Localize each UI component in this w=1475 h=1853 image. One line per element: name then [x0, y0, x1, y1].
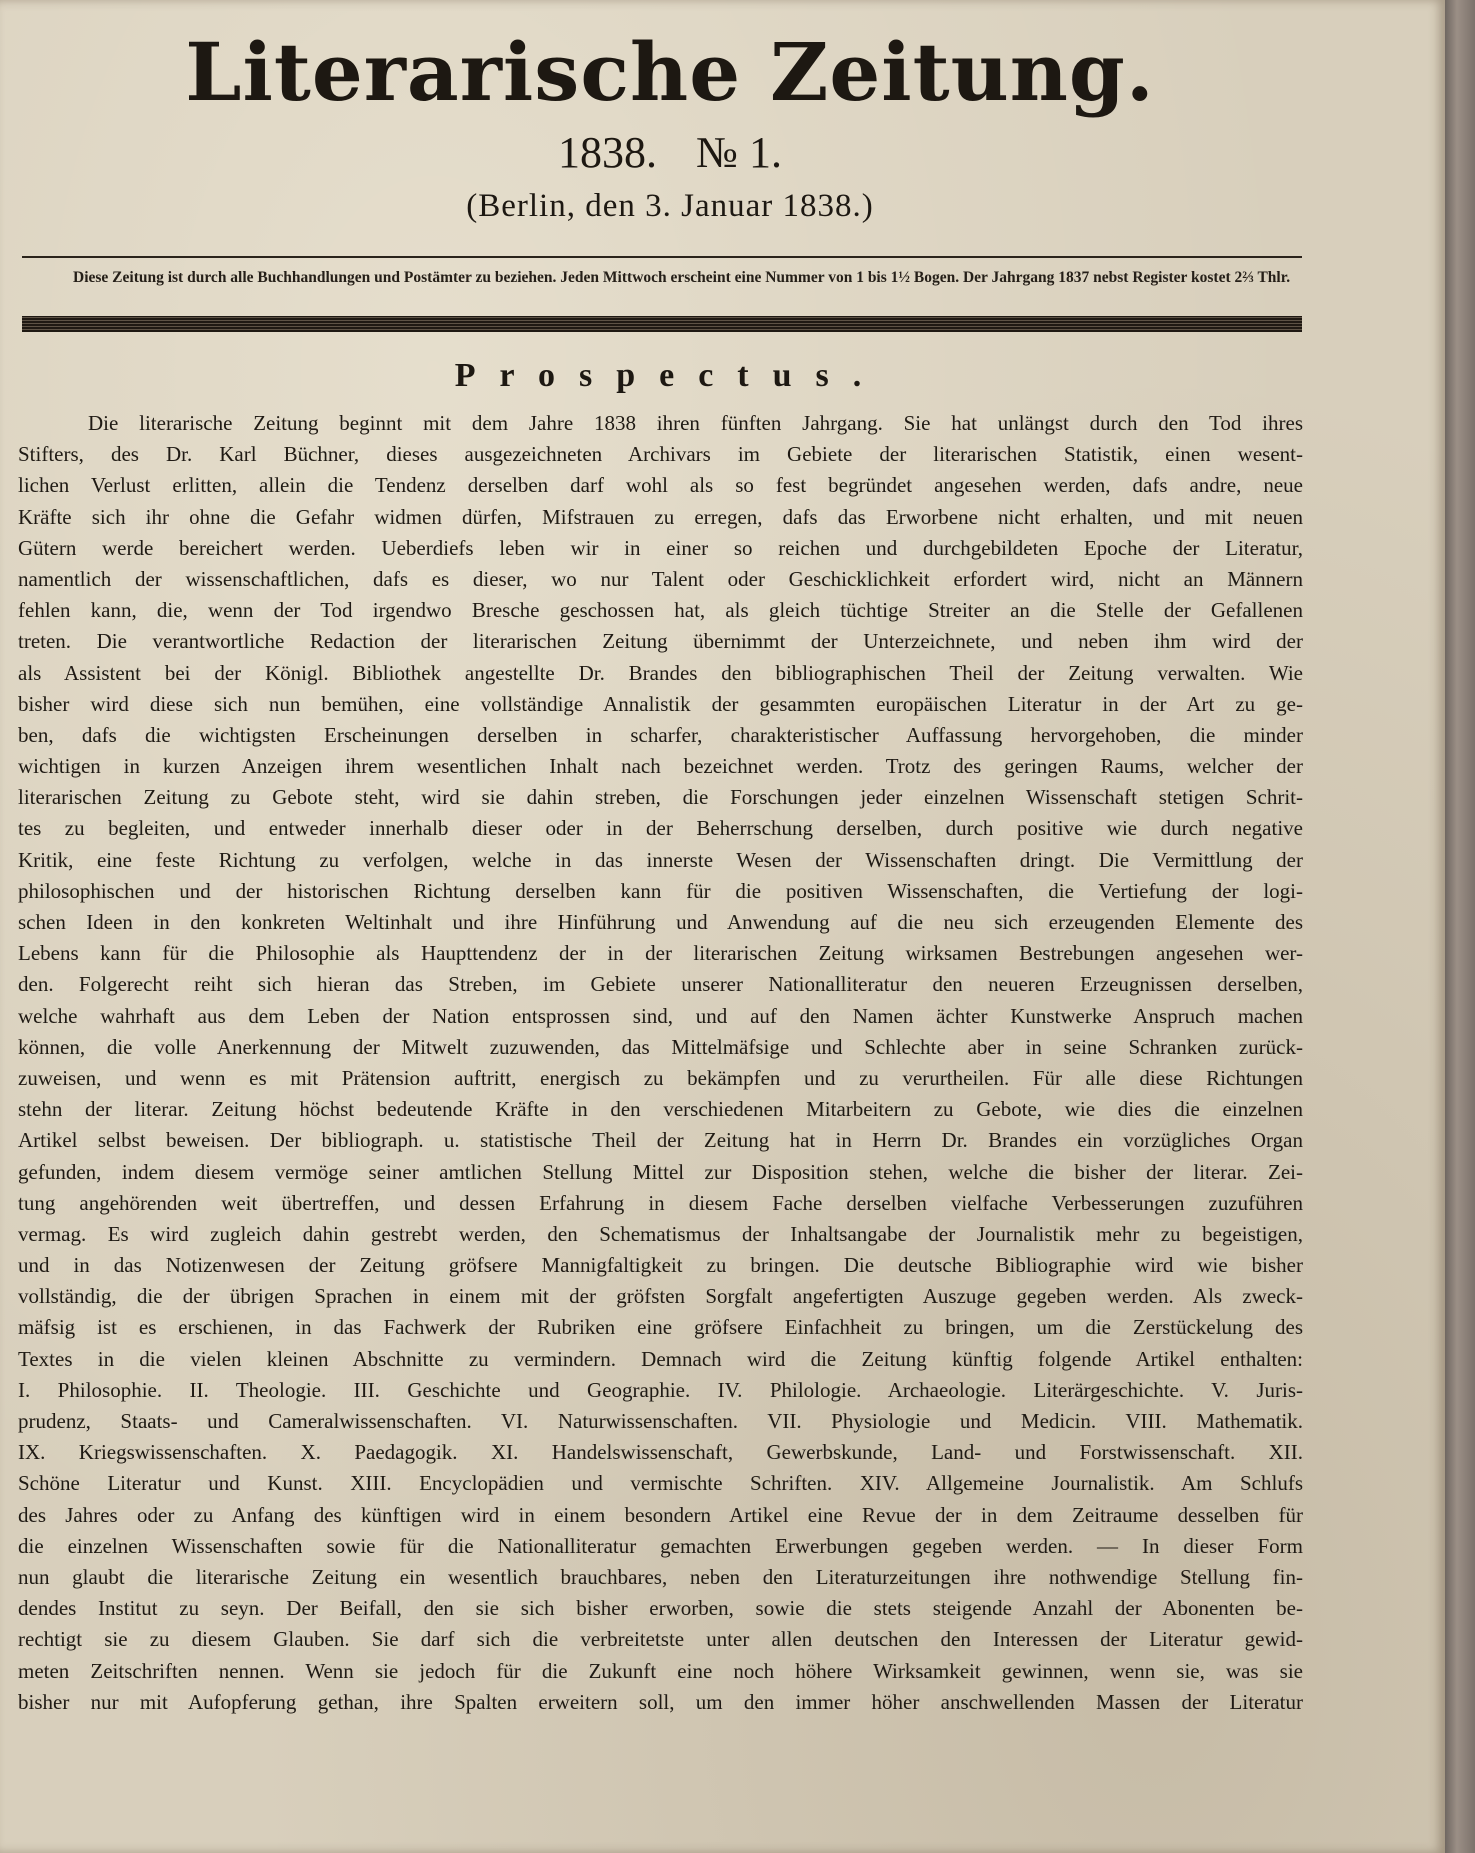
- issue-line: [20, 125, 1320, 181]
- text-line: Gütern werde bereichert werden. Ueberdiefs leben wir in einer so reichen und durchgebildeten Epoche der Literatur,: [18, 535, 1303, 560]
- issue-year: 1838.: [558, 128, 657, 177]
- text-line: literarischen Zeitung zu Gebote steht, wird sie dahin streben, die Forschungen jeder einzelnen Wissenschaft stetigen Schrit-: [18, 785, 1303, 810]
- text-line: meten Zeitschriften nennen. Wenn sie jedoch für die Zukunft eine noch höhere Wirksamkeit gewinnen, wenn sie, was sie: [18, 1658, 1303, 1683]
- text-line: nun glaubt die literarische Zeitung ein wesentlich brauchbares, neben den Literaturzeitungen ihre nothwendige Stellung fin-: [18, 1564, 1303, 1589]
- text-line: zuweisen, und wenn es mit Prätension auftritt, energisch zu bekämpfen und zu verurtheilen. Für alle diese Richtungen: [18, 1065, 1303, 1090]
- binding-spine: [1445, 0, 1475, 1853]
- text-line: gefunden, indem diesem vermöge seiner amtlichen Stellung Mittel zur Disposition stehen, welche die bisher der literar. Zei-: [18, 1159, 1303, 1184]
- prospectus-body: [18, 408, 1303, 1718]
- text-line: schen Ideen in den konkreten Weltinhalt und ihre Hinführung und Anwendung auf die neu sich erzeugenden Elemente des: [18, 910, 1303, 934]
- text-line: bisher wird diese sich nun bemühen, eine vollständige Annalistik der gesammten europäischen Literatur in der Art zu ge-: [18, 691, 1303, 716]
- text-line: vollständig, die der übrigen Sprachen in einem mit der gröfsten Sorgfalt angefertigten Auszuge gegeben werden. Als zweck-: [18, 1284, 1303, 1309]
- masthead-title: Literarische Zeitung.: [185, 25, 1155, 119]
- text-line: I. Philosophie. II. Theologie. III. Geschichte und Geographie. IV. Philologie. Archaeologie. Literärgeschichte. V. Juris-: [18, 1377, 1303, 1402]
- text-line: wichtigen in kurzen Anzeigen ihrem wesentlichen Inhalt nach bezeichnet werden. Trotz des geringen Raums, welcher der: [18, 754, 1303, 779]
- text-line: mäfsig ist es erschienen, in das Fachwerk der Rubriken eine gröfsere Einfachheit zu bringen, um die Zerstückelung des: [18, 1315, 1303, 1340]
- text-line: Kräfte sich ihr ohne die Gefahr widmen dürfen, Mifstrauen zu erregen, dafs das Erworbene nicht erhalten, und mit neuen: [18, 504, 1303, 529]
- text-line: philosophischen und der historischen Richtung derselben kann für die positiven Wissenschaften, die Vertiefung der logi-: [18, 878, 1303, 903]
- text-line: den. Folgerecht reiht sich hieran das Streben, im Gebiete unserer Nationalliteratur den neueren Erzeugnissen derselben,: [18, 972, 1303, 997]
- text-line: können, die volle Anerkennung der Mitwelt zuzuwenden, das Mittelmäfsige und Schlechte aber in seine Schranken zurück-: [18, 1034, 1303, 1059]
- text-line: und in das Notizenwesen der Zeitung gröfsere Mannigfaltigkeit zu bringen. Die deutsche Bibliographie wird wie bisher: [18, 1253, 1303, 1278]
- text-line: Stifters, des Dr. Karl Büchner, dieses ausgezeichneten Archivars im Gebiete der literarischen Statistik, einen wesent-: [18, 442, 1303, 467]
- text-line: Lebens kann für die Philosophie als Haupttendenz der in der literarischen Zeitung wirksamen Bestrebungen angesehen wer-: [18, 941, 1303, 966]
- text-line: bisher nur mit Aufopferung gethan, ihre Spalten erweitern soll, um den immer höher anschwellenden Massen der Literatur: [18, 1689, 1303, 1714]
- text-line: welche wahrhaft aus dem Leben der Nation entsprossen sind, und auf den Namen ächter Kunstwerke Anspruch machen: [18, 1003, 1303, 1028]
- text-line: des Jahres oder zu Anfang des künftigen wird in einem besondern Artikel eine Revue der in dem Zeitraume desselben für: [18, 1502, 1303, 1527]
- text-line: prudenz, Staats- und Cameralwissenschaften. VI. Naturwissenschaften. VII. Physiologie und Medicin. VIII. Mathematik.: [18, 1409, 1303, 1433]
- text-line: die einzelnen Wissenschaften sowie für die Nationalliteratur gemachten Erwerbungen gegeben werden. — In dieser Form: [18, 1533, 1303, 1558]
- text-line: lichen Verlust erlitten, allein die Tendenz derselben darf wohl als so fest begründet angesehen werden, dafs andre, neue: [18, 473, 1303, 498]
- text-line: Die literarische Zeitung beginnt mit dem Jahre 1838 ihren fünften Jahrgang. Sie hat unlängst durch den Tod ihres: [88, 411, 1303, 435]
- prospectus-heading: Prospectus.: [454, 357, 886, 394]
- text-line: rechtigt sie zu diesem Glauben. Sie darf sich die verbreitetste unter allen deutschen den Interessen der Literatur gewid-: [18, 1627, 1303, 1652]
- dateline: (Berlin, den 3. Januar 1838.): [466, 188, 874, 224]
- text-line: fehlen kann, die, wenn der Tod irgendwo Bresche geschossen hat, als gleich tüchtige Streiter an die Stelle der Gefallenen: [18, 598, 1303, 623]
- text-line: Schöne Literatur und Kunst. XIII. Encyclopädien und vermischte Schriften. XIV. Allgemeine Journalistik. Am Schlufs: [18, 1471, 1303, 1496]
- text-line: tes zu begleiten, und entweder innerhalb dieser oder in der Beherrschung derselben, durch positive wie durch negative: [18, 816, 1303, 841]
- issue-number: № 1.: [696, 128, 782, 177]
- text-line: als Assistent bei der Königl. Bibliothek angestellte Dr. Brandes den bibliographischen Theil der Zeitung verwalten. Wie: [18, 660, 1303, 685]
- text-line: dendes Institut zu seyn. Der Beifall, den sie sich bisher erworben, sowie die stets steigende Anzahl der Abonenten be-: [18, 1596, 1303, 1621]
- double-divider-rule: [22, 316, 1302, 332]
- text-line: namentlich der wissenschaftlichen, dafs es dieser, wo nur Talent oder Geschicklichkeit erfordert wird, nicht an Männern: [18, 566, 1303, 591]
- text-line: Textes in die vielen kleinen Abschnitte zu vermindern. Demnach wird die Zeitung künftig folgende Artikel enthalten:: [18, 1346, 1303, 1371]
- text-line: stehn der literar. Zeitung höchst bedeutende Kräfte in den verschiedenen Mitarbeitern zu Gebote, wie dies die einzelnen: [18, 1097, 1303, 1122]
- text-line: vermag. Es wird zugleich dahin gestrebt werden, den Schematismus der Inhaltsangabe der Journalistik mehr zu begeistigen,: [18, 1221, 1303, 1246]
- text-line: Artikel selbst beweisen. Der bibliograph. u. statistische Theil der Zeitung hat in Herrn Dr. Brandes ein vorzügliches Organ: [18, 1128, 1303, 1153]
- text-line: tung angehörenden weit übertreffen, und dessen Erfahrung in diesem Fache derselben vielfache Verbesserungen zuzuführen: [18, 1190, 1303, 1215]
- divider-rule: [22, 256, 1302, 258]
- subscription-notice: Diese Zeitung ist durch alle Buchhandlungen und Postämter zu beziehen. Jeden Mittwoch erscheint eine Nummer von 1 bis 1½ Bogen. Der Jahrgang 1837 nebst Register kostet 2⅔ Thlr.: [73, 269, 1291, 286]
- text-line: treten. Die verantwortliche Redaction der literarischen Zeitung übernimmt der Unterzeichnete, und neben ihm wird der: [18, 629, 1303, 654]
- text-line: IX. Kriegswissenschaften. X. Paedagogik. XI. Handelswissenschaft, Gewerbskunde, Land- und Forstwissenschaft. XII.: [18, 1440, 1303, 1465]
- text-line: ben, dafs die wichtigsten Erscheinungen derselben in scharfer, charakteristischer Auffassung hervorgehoben, die minder: [18, 722, 1303, 747]
- text-line: Kritik, eine feste Richtung zu verfolgen, welche in das innerste Wesen der Wissenschaften dringt. Die Vermittlung der: [18, 847, 1303, 872]
